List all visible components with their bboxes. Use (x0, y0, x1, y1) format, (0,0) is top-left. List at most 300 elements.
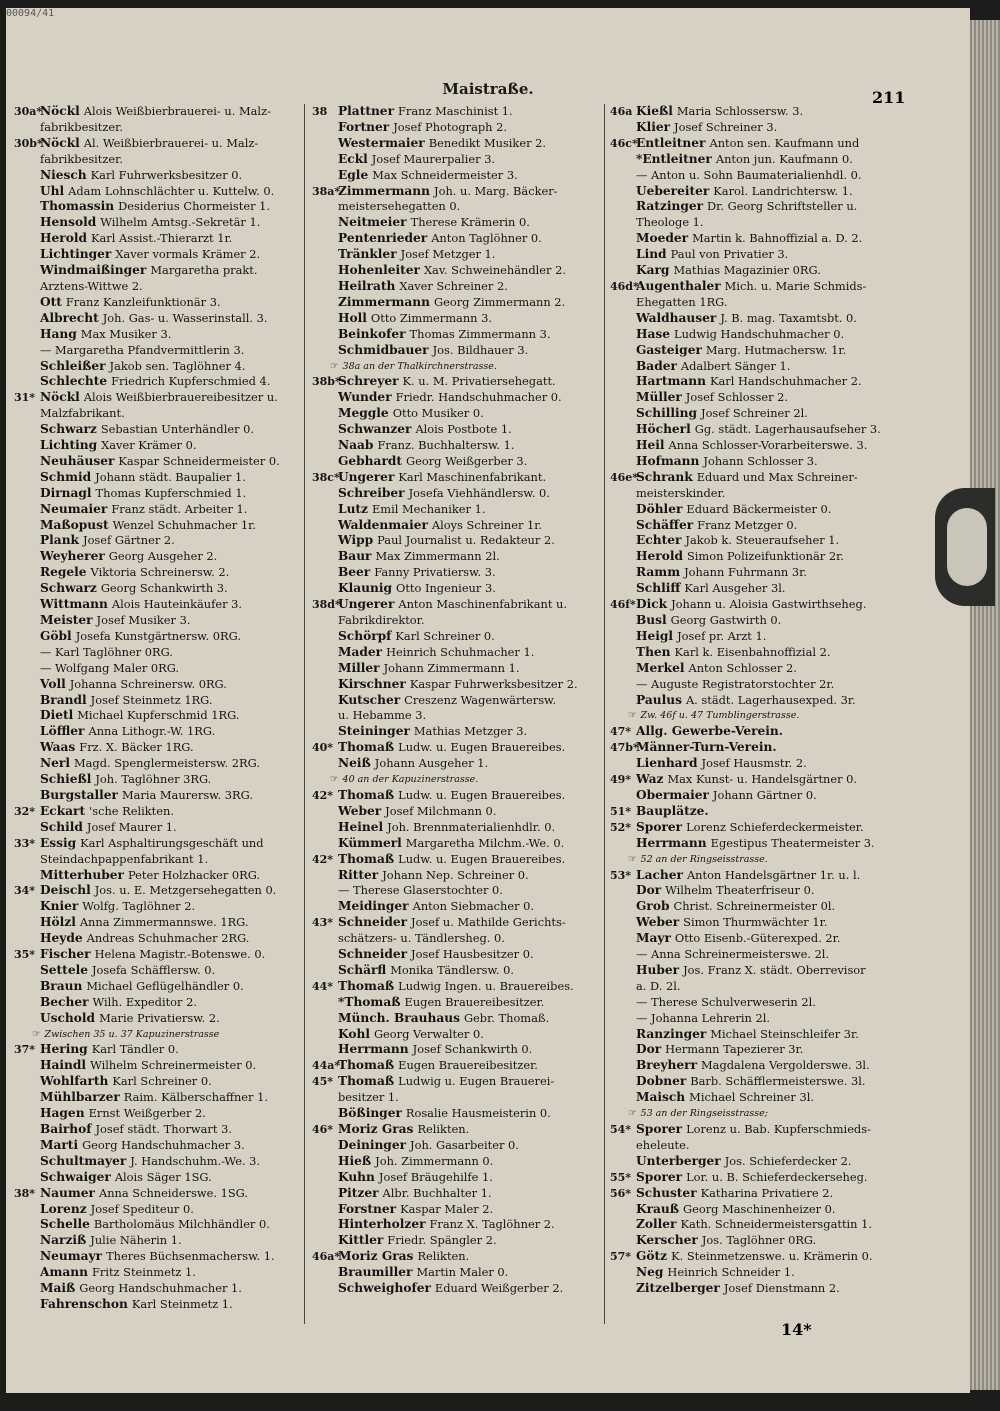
directory-entry (610, 359, 910, 375)
entry-continuation: Malzfabrikant. (40, 406, 125, 421)
resident-details: Adalbert Sänger 1. (680, 358, 791, 373)
resident-name: Hang (40, 326, 77, 341)
directory-entry (610, 868, 910, 884)
resident-name: Nerl (40, 756, 70, 771)
resident-name: Maßopust (40, 517, 109, 532)
resident-name: Schmid (40, 469, 92, 484)
cross-street-label: 38a an der Thalkirchnerstrasse. (342, 360, 497, 372)
cross-street-label: 40 an der Kapuzinerstrasse. (342, 774, 479, 786)
directory-entry (14, 1217, 296, 1233)
resident-name: Lienhard (636, 756, 698, 771)
directory-entry (610, 899, 910, 915)
house-number (610, 629, 636, 645)
resident-details: Joh. Taglöhner 3RG. (95, 772, 212, 787)
directory-entry (610, 1265, 910, 1281)
resident-details: Wilhelm Schreinermeister 0. (90, 1058, 257, 1073)
directory-entry (312, 995, 598, 1011)
resident-details: Jos. Schieferdecker 2. (724, 1153, 852, 1168)
directory-entry (14, 979, 296, 995)
resident-details: Sebastian Unterhändler 0. (100, 422, 255, 437)
resident-details: Ludw. u. Eugen Brauereibes. (398, 740, 566, 755)
resident-name: Amann (40, 1265, 88, 1280)
resident-details: Johann Nep. Schreiner 0. (382, 867, 529, 882)
resident-details: Franz Maschinist 1. (398, 104, 513, 118)
directory-entry (312, 947, 598, 963)
resident-name: Müller (636, 390, 682, 405)
directory-entry (610, 231, 910, 247)
resident-name: Herrmann (338, 1042, 409, 1057)
directory-entry (610, 772, 910, 788)
resident-name: Sporer (636, 1169, 683, 1184)
resident-details: Martin Maler 0. (416, 1265, 509, 1280)
cross-street-label: 52 an der Ringseisstrasse. (640, 853, 768, 865)
house-number (610, 518, 636, 534)
resident-details: Anna Zimmermannswe. 1RG. (79, 915, 249, 930)
resident-details: Anna Schneiderswe. 1SG. (98, 1185, 248, 1200)
resident-name: Schilling (636, 406, 697, 421)
column-divider (304, 104, 305, 1324)
directory-entry (312, 1265, 598, 1281)
directory-entry (312, 836, 598, 852)
resident-name: Zimmermann (338, 183, 431, 198)
resident-details: Joh. Zimmermann 0. (375, 1153, 494, 1168)
resident-name: Meister (40, 613, 93, 627)
directory-entry (14, 438, 296, 454)
house-number (312, 581, 338, 597)
resident-details: Jos. u. E. Metzgersehegatten 0. (94, 883, 277, 898)
resident-details: Max Musiker 3. (80, 326, 172, 341)
resident-details: Josefa Kunstgärtnersw. 0RG. (75, 628, 241, 643)
house-number (610, 645, 636, 661)
house-number (610, 454, 636, 470)
resident-details: Marg. Hutmachersw. 1r. (705, 342, 847, 357)
directory-entry (610, 756, 910, 772)
directory-entry (312, 120, 598, 136)
house-number (610, 899, 636, 915)
house-number (610, 1042, 636, 1058)
pointing-hand-icon: ☞ (330, 774, 339, 786)
resident-name: Heinel (338, 819, 384, 834)
resident-name: Lichting (40, 438, 98, 453)
resident-details: Karl Schreiner 0. (395, 628, 495, 643)
resident-details: Eugen Brauereibesitzer. (404, 994, 545, 1009)
house-number (14, 915, 40, 931)
resident-details: Georg Verwalter 0. (373, 1026, 484, 1041)
directory-entry (312, 597, 598, 613)
directory-entry (312, 1027, 598, 1043)
directory-entry (14, 215, 296, 231)
directory-entry (610, 470, 910, 486)
directory-entry (610, 390, 910, 406)
resident-details: Kaspar Maler 2. (400, 1201, 494, 1216)
resident-details: Andreas Schuhmacher 2RG. (86, 931, 250, 946)
directory-entry (14, 263, 296, 279)
house-number (312, 1170, 338, 1186)
resident-details: Maria Maurersw. 3RG. (121, 787, 253, 802)
entry-continuation: Arztens-Wittwe 2. (40, 278, 143, 293)
house-number: 45* (312, 1075, 334, 1089)
directory-entry (14, 1122, 296, 1138)
resident-name: Schäffer (636, 517, 694, 532)
directory-entry (610, 804, 910, 820)
house-number (14, 1011, 40, 1027)
resident-details: Anna Lithogr.-W. 1RG. (88, 724, 216, 739)
house-number (312, 486, 338, 502)
directory-entry (14, 820, 296, 836)
resident-details: Thomas Kupferschmied 1. (95, 485, 247, 500)
resident-details: Georg Gastwirth 0. (670, 613, 782, 627)
directory-entry (14, 1297, 296, 1313)
house-number (610, 343, 636, 359)
directory-entry (312, 104, 598, 120)
resident-details: Anton Schlosser 2. (688, 660, 797, 675)
resident-name: Schleißer (40, 358, 106, 373)
ditto-entry: — Anton u. Sohn Baumaterialienhdl. 0. (636, 167, 862, 182)
directory-entry (312, 470, 598, 486)
directory-entry (312, 979, 598, 995)
resident-name: Ungerer (338, 597, 395, 612)
house-number (14, 199, 40, 215)
resident-name: Entleitner (636, 135, 706, 150)
directory-entry (610, 327, 910, 343)
house-number: 46a (610, 105, 633, 118)
house-number: 47b* (610, 741, 639, 755)
resident-details: Georg Schankwirth 3. (100, 581, 228, 596)
resident-name: Männer-Turn-Verein. (636, 740, 777, 755)
house-number (14, 1106, 40, 1122)
resident-details: Alois Weißbierbrauerei- u. Malz- (83, 104, 271, 118)
resident-name: Neg (636, 1265, 664, 1280)
pointing-hand-icon: ☞ (628, 710, 637, 722)
resident-name: Moeder (636, 231, 689, 246)
house-number (14, 1090, 40, 1106)
house-number: 57* (610, 1250, 632, 1264)
resident-name: *Entleitner (636, 151, 712, 166)
resident-name: Obermaier (636, 787, 709, 802)
resident-details: Martin k. Bahnoffizial a. D. 2. (692, 231, 863, 246)
house-number: 34* (14, 884, 36, 898)
resident-details: Johann u. Aloisia Gastwirthseheg. (671, 597, 867, 612)
resident-details: Christ. Schreinermeister 0l. (673, 899, 836, 914)
house-number (312, 804, 338, 820)
directory-entry (312, 502, 598, 518)
house-number (610, 390, 636, 406)
resident-details: Georg Zimmermann 2. (434, 294, 566, 309)
resident-name: Karg (636, 263, 670, 278)
resident-details: Josef Maurerpalier 3. (371, 151, 496, 166)
house-number (14, 374, 40, 390)
house-number (312, 1138, 338, 1154)
house-number (14, 868, 40, 884)
resident-name: Gasteiger (636, 342, 702, 357)
house-number (610, 263, 636, 279)
resident-name: Haindl (40, 1058, 87, 1073)
resident-name: Neumayr (40, 1249, 103, 1264)
resident-name: Naumer (40, 1185, 95, 1200)
resident-details: Kaspar Schneidermeister 0. (118, 453, 280, 468)
resident-details: Jakob sen. Taglöhner 4. (109, 358, 246, 373)
resident-name: Heyde (40, 931, 83, 946)
house-number (14, 359, 40, 375)
directory-entry (610, 1074, 910, 1090)
directory-entry (312, 740, 598, 756)
resident-name: Zitzelberger (636, 1281, 720, 1296)
directory-entry (14, 597, 296, 613)
resident-details: Rosalie Hausmeisterin 0. (405, 1106, 551, 1121)
resident-name: Schneider (338, 915, 408, 930)
resident-details: Fanny Privatiersw. 3. (374, 565, 496, 580)
directory-entry (610, 120, 910, 136)
directory-entry (14, 772, 296, 788)
directory-entry (14, 915, 296, 931)
house-number (312, 1154, 338, 1170)
house-number (610, 502, 636, 518)
directory-entry (610, 1170, 910, 1186)
resident-name: Deininger (338, 1137, 407, 1152)
house-number (312, 868, 338, 884)
directory-entry (312, 1233, 598, 1249)
directory-entry (610, 152, 910, 168)
directory-entry (14, 883, 296, 899)
house-number (610, 963, 636, 979)
resident-details: Karol. Landrichtersw. 1. (713, 183, 853, 198)
resident-name: Ritter (338, 867, 379, 882)
resident-name: Klaunig (338, 581, 392, 596)
resident-name: Lacher (636, 867, 683, 882)
house-number (14, 533, 40, 549)
resident-name: Augenthaler (636, 278, 721, 293)
directory-entry (312, 215, 598, 231)
house-number: 42* (312, 852, 334, 866)
directory-entry (610, 836, 910, 852)
directory-entry (610, 311, 910, 327)
resident-name: Münch. Brauhaus (338, 1010, 460, 1025)
resident-name: Hieß (338, 1153, 372, 1168)
house-number: 38* (14, 1186, 36, 1200)
house-number (312, 343, 338, 359)
directory-entry (312, 565, 598, 581)
resident-name: Lutz (338, 501, 368, 516)
resident-name: Uhl (40, 183, 65, 198)
resident-name: Miller (338, 660, 380, 675)
directory-entry (14, 104, 296, 120)
house-number: 35* (14, 948, 36, 962)
resident-details: Jos. Bildhauer 3. (432, 342, 529, 357)
resident-name: Schuster (636, 1185, 697, 1200)
resident-details: Jakob k. Steueraufseher 1. (685, 533, 840, 548)
directory-entry (610, 247, 910, 263)
house-number (14, 708, 40, 724)
resident-name: Bößinger (338, 1106, 402, 1121)
directory-entry (610, 502, 910, 518)
resident-details: Otto Eisenb.-Güterexped. 2r. (674, 931, 841, 946)
resident-name: Tränkler (338, 247, 397, 262)
house-number (14, 1217, 40, 1233)
resident-name: Lorenz (40, 1201, 87, 1216)
house-number (312, 693, 338, 709)
resident-details: Karl Fuhrwerksbesitzer 0. (90, 167, 243, 182)
directory-entry (312, 533, 598, 549)
resident-details: Georg Ausgeher 2. (108, 549, 218, 564)
directory-entry (14, 1138, 296, 1154)
resident-details: Josef Schankwirth 0. (412, 1042, 533, 1057)
resident-name: Heil (636, 438, 665, 453)
house-number (610, 1058, 636, 1074)
resident-details: Xav. Schweinehändler 2. (423, 263, 566, 278)
house-number (312, 1106, 338, 1122)
resident-name: Nöckl (40, 104, 80, 118)
resident-details: Joh. Gasarbeiter 0. (410, 1137, 519, 1152)
house-number: 46c* (610, 136, 638, 150)
resident-name: Schrank (636, 469, 693, 484)
house-number (610, 549, 636, 565)
resident-name: Mitterhuber (40, 867, 124, 882)
house-number (312, 995, 338, 1011)
resident-details: Josef Gärtner 2. (83, 533, 175, 548)
resident-name: Kuhn (338, 1169, 375, 1184)
resident-details: Karl Schreiner 0. (112, 1074, 212, 1089)
resident-name: Beinkofer (338, 326, 406, 341)
binder-clip (935, 488, 995, 606)
resident-details: Michael Kupferschmid 1RG. (77, 708, 240, 723)
directory-entry (14, 1058, 296, 1074)
house-number: 42* (312, 788, 334, 802)
house-number (312, 406, 338, 422)
resident-details: Ludwig Handschuhmacher 0. (674, 326, 845, 341)
directory-entry (312, 915, 598, 931)
house-number (312, 311, 338, 327)
directory-entry (610, 422, 910, 438)
directory-entry (312, 295, 598, 311)
directory-entry (610, 438, 910, 454)
resident-details: Anton jun. Kaufmann 0. (715, 151, 853, 166)
house-number (14, 549, 40, 565)
directory-entry (312, 422, 598, 438)
resident-details: Raim. Kälberschaffner 1. (123, 1090, 268, 1105)
directory-entry (312, 756, 598, 772)
directory-entry (14, 1233, 296, 1249)
resident-name: Thomaß (338, 787, 395, 802)
resident-name: Kerscher (636, 1233, 698, 1248)
house-number (610, 883, 636, 899)
ditto-entry: — Therese Glaserstochter 0. (338, 883, 503, 898)
house-number (312, 836, 338, 852)
directory-entry (312, 899, 598, 915)
resident-details: Josef Musiker 3. (96, 613, 191, 627)
directory-entry (610, 136, 910, 152)
directory-entry (14, 931, 296, 947)
resident-name: Unterberger (636, 1153, 721, 1168)
house-number: 46d* (610, 279, 639, 293)
house-number (312, 549, 338, 565)
resident-details: Wilh. Expeditor 2. (92, 994, 197, 1009)
directory-entry (14, 629, 296, 645)
column-middle (312, 104, 598, 1297)
house-number: 51* (610, 804, 632, 818)
house-number (312, 1217, 338, 1233)
resident-details: Georg Weißgerber 3. (406, 453, 528, 468)
resident-details: Karl Tändler 0. (91, 1042, 179, 1057)
resident-details: Josef Schlosser 2. (685, 390, 789, 405)
house-number (610, 931, 636, 947)
directory-entry (14, 836, 296, 852)
directory-entry (610, 1090, 910, 1106)
resident-details: Wilhelm Theaterfriseur 0. (665, 883, 815, 898)
house-number: 52* (610, 820, 632, 834)
resident-name: Brandl (40, 692, 87, 707)
resident-name: Zoller (636, 1217, 677, 1232)
resident-name: Hartmann (636, 374, 706, 389)
resident-details: Johanna Schreinersw. 0RG. (69, 676, 227, 691)
resident-details: Anton sen. Kaufmann und (709, 135, 860, 150)
resident-details: Franz Metzger 0. (697, 517, 798, 532)
resident-details: Josef Bräugehilfe 1. (378, 1169, 493, 1184)
house-number (312, 327, 338, 343)
resident-details: Johann Schlosser 3. (703, 453, 818, 468)
house-number (14, 518, 40, 534)
house-number: 32* (14, 804, 36, 818)
house-number (14, 1281, 40, 1297)
pointing-hand-icon: ☞ (32, 1028, 41, 1040)
directory-entry (312, 1249, 598, 1265)
house-number (312, 629, 338, 645)
house-number: 55* (610, 1170, 632, 1184)
ditto-entry: — Karl Taglöhner 0RG. (40, 644, 173, 659)
directory-entry (610, 883, 910, 899)
directory-entry (312, 661, 598, 677)
resident-name: Göbl (40, 628, 72, 643)
house-number (14, 263, 40, 279)
resident-details: Jos. Taglöhner 0RG. (701, 1233, 817, 1248)
resident-name: Dick (636, 597, 668, 612)
directory-entry (14, 374, 296, 390)
house-number: 38c* (312, 470, 340, 484)
resident-name: Heilrath (338, 278, 396, 293)
resident-details: Thomas Zimmermann 3. (409, 326, 551, 341)
resident-name: Westermaier (338, 135, 425, 150)
house-number (14, 724, 40, 740)
archive-mark: 00094/41 (6, 8, 55, 19)
directory-entry (610, 279, 910, 295)
resident-name: Weyherer (40, 549, 105, 564)
house-number (312, 1011, 338, 1027)
resident-name: Nöckl (40, 390, 80, 405)
house-number (14, 1058, 40, 1074)
resident-name: Maisch (636, 1090, 686, 1105)
entry-continuation: fabrikbesitzer. (40, 119, 123, 134)
resident-name: Herrmann (636, 835, 707, 850)
resident-details: Friedr. Handschuhmacher 0. (395, 390, 562, 405)
resident-details: Anton Siebmacher 0. (412, 899, 535, 914)
resident-details: Paul Journalist u. Redakteur 2. (377, 533, 555, 548)
resident-name: Lichtinger (40, 247, 112, 262)
house-number (610, 533, 636, 549)
house-number (312, 152, 338, 168)
resident-details: Mathias Magazinier 0RG. (673, 263, 821, 278)
house-number (312, 947, 338, 963)
directory-entry (312, 1217, 598, 1233)
house-number (14, 1170, 40, 1186)
resident-details: Lorenz Schieferdeckermeister. (686, 819, 864, 834)
resident-name: Thomassin (40, 199, 115, 214)
house-number (14, 581, 40, 597)
house-number (312, 247, 338, 263)
directory-entry (14, 549, 296, 565)
resident-details: Otto Zimmermann 3. (370, 310, 492, 325)
resident-name: Allg. Gewerbe-Verein. (636, 724, 783, 739)
resident-name: Schneider (338, 947, 408, 962)
resident-details: Theres Büchsenmachersw. 1. (106, 1249, 275, 1264)
